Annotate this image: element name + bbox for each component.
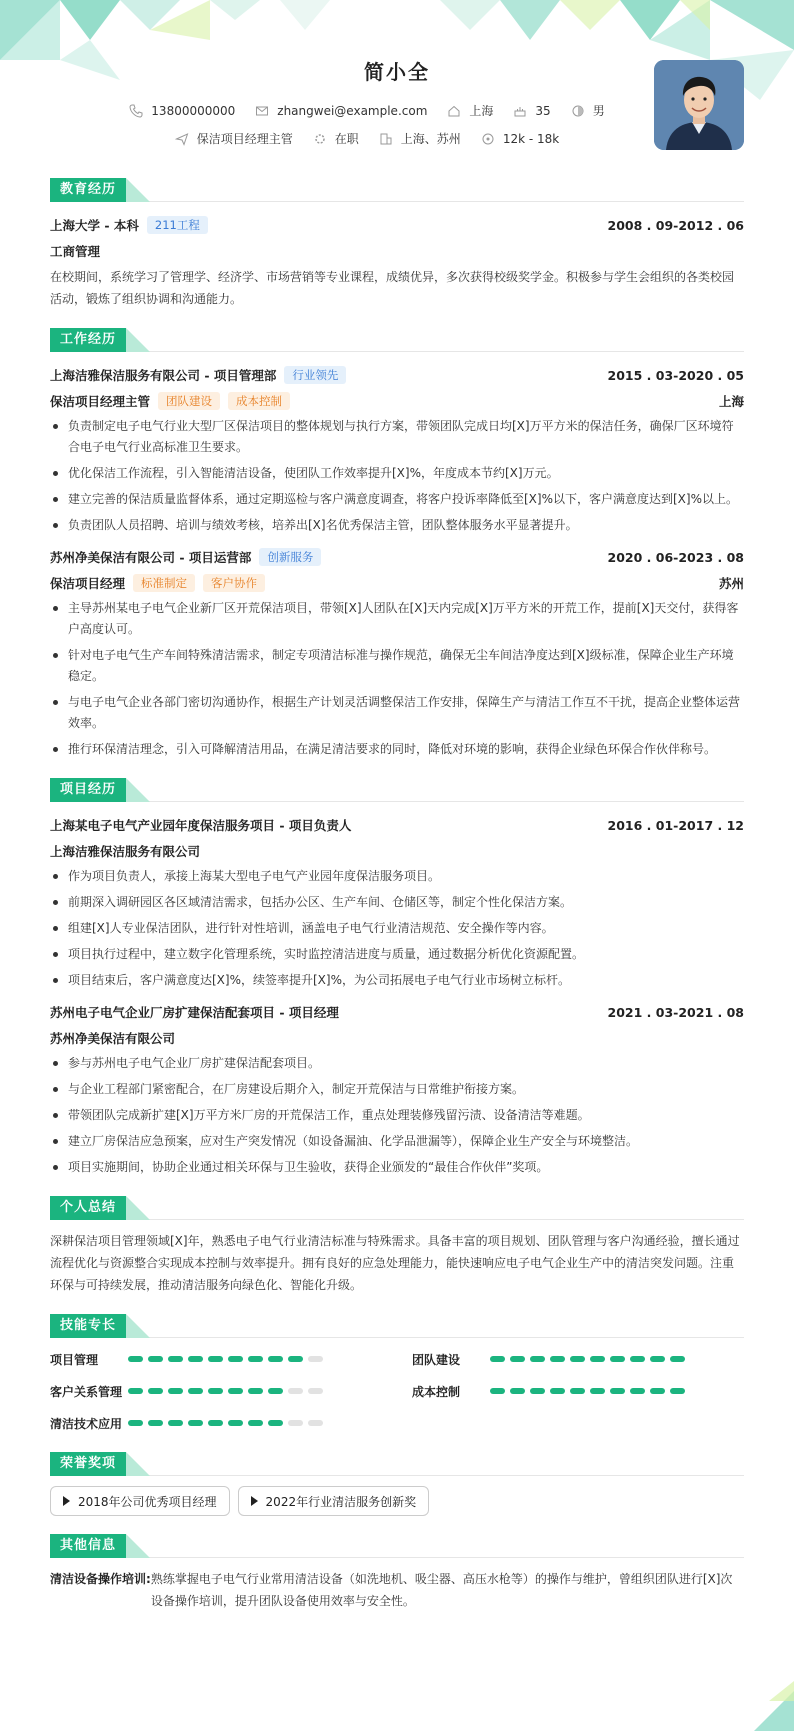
bullet-list bbox=[50, 416, 744, 536]
job-role: 保洁项目经理 bbox=[50, 576, 126, 591]
skill-segment-filled bbox=[188, 1420, 203, 1426]
list-item: 建立完善的保洁质量监督体系，通过定期巡检与客户满意度调查，将客户投诉率降低至[X]%以下，客户满意度达到[X]%以上。 bbox=[50, 489, 744, 510]
work-section bbox=[50, 328, 744, 760]
skill-segment-filled bbox=[490, 1388, 505, 1394]
skill-segment-filled bbox=[228, 1420, 243, 1426]
entry-header bbox=[50, 212, 744, 238]
skill-name: 团队建设 bbox=[412, 1352, 461, 1367]
skill-segment-filled bbox=[148, 1388, 163, 1394]
list-item: 与企业工程部门紧密配合，在厂房建设后期介入，制定开荒保洁与日常维护衔接方案。 bbox=[50, 1079, 744, 1100]
skill-segment-filled bbox=[228, 1356, 243, 1362]
list-item: 带领团队完成新扩建[X]万平方米厂房的开荒保洁工作，重点处理装修残留污渍、设备清洁等难题。 bbox=[50, 1105, 744, 1126]
skill-segment-filled bbox=[168, 1388, 183, 1394]
work-entry bbox=[50, 544, 744, 760]
footer-decoration bbox=[724, 1681, 794, 1731]
skill-segment-filled bbox=[630, 1388, 645, 1394]
skill-segment-filled bbox=[228, 1388, 243, 1394]
email-info bbox=[255, 102, 427, 119]
skill-segment-empty bbox=[308, 1356, 323, 1362]
section-title: 荣誉奖项 bbox=[50, 1452, 126, 1476]
skill-segment-empty bbox=[288, 1420, 303, 1426]
list-item: 参与苏州电子电气企业厂房扩建保洁配套项目。 bbox=[50, 1053, 744, 1074]
education-section bbox=[50, 178, 744, 310]
section-header bbox=[50, 1452, 744, 1476]
award-label: 2018年公司优秀项目经理 bbox=[78, 1494, 217, 1509]
portrait-photo bbox=[654, 60, 744, 150]
bullet-list bbox=[50, 866, 744, 991]
skill-segment-filled bbox=[570, 1388, 585, 1394]
awards-section bbox=[50, 1452, 744, 1516]
gender-icon bbox=[571, 104, 585, 118]
skill-segment-filled bbox=[268, 1420, 283, 1426]
list-item: 项目实施期间，协助企业通过相关环保与卫生验收，获得企业颁发的“最佳合作伙伴”奖项。 bbox=[50, 1157, 744, 1178]
age-info bbox=[513, 102, 550, 119]
skill-segment-filled bbox=[530, 1356, 545, 1362]
skill-segment-filled bbox=[268, 1388, 283, 1394]
play-triangle-icon bbox=[251, 1496, 258, 1506]
skill-segment-filled bbox=[650, 1356, 665, 1362]
role-tag: 团队建设 bbox=[158, 392, 220, 410]
projects-section bbox=[50, 778, 744, 1178]
target-city: 上海、苏州 bbox=[400, 132, 461, 146]
section-title: 个人总结 bbox=[50, 1196, 126, 1220]
list-item: 负责制定电子电气行业大型厂区保洁项目的整体规划与执行方案，带领团队完成日均[X]万平方米的保洁任务，确保厂区环境符合电子电气行业高标准卫生要求。 bbox=[50, 416, 744, 458]
list-item: 项目结束后，客户满意度达[X]%，续签率提升[X]%，为公司拓展电子电气行业市场树立标杆。 bbox=[50, 970, 744, 991]
skill-name: 成本控制 bbox=[412, 1384, 461, 1399]
entry-subheader bbox=[50, 570, 744, 596]
target-position-info bbox=[175, 130, 293, 147]
skill-segment-filled bbox=[188, 1388, 203, 1394]
email-icon bbox=[255, 104, 269, 118]
status-icon bbox=[313, 132, 327, 146]
skill-segment-filled bbox=[490, 1356, 505, 1362]
location-value: 上海 bbox=[469, 104, 494, 118]
skill-level-bar bbox=[128, 1420, 323, 1426]
skill-segment-filled bbox=[570, 1356, 585, 1362]
skill-segment-filled bbox=[590, 1356, 605, 1362]
company-tag: 行业领先 bbox=[284, 366, 346, 384]
status-info bbox=[313, 130, 359, 147]
list-item: 针对电子电气生产车间特殊清洁需求，制定专项清洁标准与操作规范，确保无尘车间洁净度达到[X]级标准，保障企业生产环境稳定。 bbox=[50, 645, 744, 687]
project-title: 上海某电子电气产业园年度保洁服务项目 - 项目负责人 bbox=[50, 818, 352, 833]
entry-city: 上海 bbox=[718, 394, 744, 409]
school-tag: 211工程 bbox=[147, 216, 208, 234]
skill-segment-filled bbox=[650, 1388, 665, 1394]
company-tag: 创新服务 bbox=[259, 548, 321, 566]
email-address: zhangwei@example.com bbox=[277, 103, 428, 118]
role-tag: 客户协作 bbox=[203, 574, 265, 592]
entry-header bbox=[50, 999, 744, 1025]
skill-level-bar bbox=[490, 1388, 685, 1394]
education-description: 在校期间，系统学习了管理学、经济学、市场营销等专业课程，成绩优异，多次获得校级奖学金。积极参与学生会组织的各类校园活动，锻炼了组织协调和沟通能力。 bbox=[50, 270, 735, 306]
skill-segment-filled bbox=[248, 1388, 263, 1394]
send-icon bbox=[175, 132, 189, 146]
section-title: 技能专长 bbox=[50, 1314, 126, 1338]
entry-city: 苏州 bbox=[718, 576, 744, 591]
candidate-name: 简小全 bbox=[364, 60, 430, 84]
skill-segment-filled bbox=[128, 1388, 143, 1394]
contact-row bbox=[50, 102, 684, 119]
target-city-info bbox=[379, 130, 461, 147]
entry-period: 2015 . 03-2020 . 05 bbox=[607, 367, 744, 383]
entry-subheader bbox=[50, 388, 744, 414]
section-title: 项目经历 bbox=[50, 778, 126, 802]
section-header bbox=[50, 328, 744, 352]
award-label: 2022年行业清洁服务创新奖 bbox=[265, 1494, 417, 1509]
skill-segment-filled bbox=[128, 1356, 143, 1362]
skill-item bbox=[50, 1348, 382, 1370]
skill-segment-filled bbox=[610, 1356, 625, 1362]
skill-segment-filled bbox=[248, 1420, 263, 1426]
building-icon bbox=[379, 132, 393, 146]
play-triangle-icon bbox=[63, 1496, 70, 1506]
list-item: 组建[X]人专业保洁团队，进行针对性培训，涵盖电子电气行业清洁规范、安全操作等内容。 bbox=[50, 918, 744, 939]
list-item: 建立厂房保洁应急预案，应对生产突发情况（如设备漏油、化学品泄漏等），保障企业生产安全与环境整洁。 bbox=[50, 1131, 744, 1152]
salary-range: 12k - 18k bbox=[502, 131, 560, 146]
entry-period: 2021 . 03-2021 . 08 bbox=[607, 1004, 744, 1020]
entry-subheader bbox=[50, 238, 744, 264]
skill-segment-filled bbox=[188, 1356, 203, 1362]
skill-segment-filled bbox=[288, 1356, 303, 1362]
skill-segment-filled bbox=[168, 1356, 183, 1362]
skill-level-bar bbox=[490, 1356, 685, 1362]
list-item: 作为项目负责人，承接上海某大型电子电气产业园年度保洁服务项目。 bbox=[50, 866, 744, 887]
list-item: 主导苏州某电子电气企业新厂区开荒保洁项目，带领[X]人团队在[X]天内完成[X]万平方米的开荒工作，提前[X]天交付，获得客户高度认可。 bbox=[50, 598, 744, 640]
skill-level-bar bbox=[128, 1388, 323, 1394]
project-entry bbox=[50, 812, 744, 991]
list-item: 推行环保清洁理念，引入可降解清洁用品，在满足清洁要求的同时，降低对环境的影响，获得企业绿色环保合作伙伴称号。 bbox=[50, 739, 744, 760]
home-icon bbox=[447, 104, 461, 118]
skill-segment-filled bbox=[208, 1420, 223, 1426]
bullet-list bbox=[50, 1053, 744, 1178]
skill-segment-filled bbox=[670, 1388, 685, 1394]
company-name: 上海洁雅保洁服务有限公司 - 项目管理部 bbox=[50, 368, 277, 383]
skill-segment-filled bbox=[630, 1356, 645, 1362]
phone-info bbox=[129, 102, 235, 119]
age-value: 35 bbox=[535, 103, 551, 118]
section-title: 其他信息 bbox=[50, 1534, 126, 1558]
skills-section bbox=[50, 1314, 744, 1434]
section-header bbox=[50, 1314, 744, 1338]
job-role: 保洁项目经理主管 bbox=[50, 394, 151, 409]
skill-segment-filled bbox=[128, 1420, 143, 1426]
skill-segment-filled bbox=[530, 1388, 545, 1394]
skill-segment-filled bbox=[248, 1356, 263, 1362]
skill-segment-filled bbox=[510, 1388, 525, 1394]
coin-icon bbox=[481, 132, 495, 146]
gender-value: 男 bbox=[592, 104, 605, 118]
skill-name: 清洁技术应用 bbox=[50, 1416, 123, 1431]
skill-segment-empty bbox=[308, 1420, 323, 1426]
list-item: 项目执行过程中，建立数字化管理系统，实时监控清洁进度与质量，通过数据分析优化资源配置。 bbox=[50, 944, 744, 965]
location-info bbox=[447, 102, 493, 119]
summary-section bbox=[50, 1196, 744, 1296]
list-item: 前期深入调研园区各区域清洁需求，包括办公区、生产车间、仓储区等，制定个性化保洁方案。 bbox=[50, 892, 744, 913]
skill-name: 项目管理 bbox=[50, 1352, 99, 1367]
education-entry bbox=[50, 212, 744, 310]
skill-segment-filled bbox=[148, 1356, 163, 1362]
award-item bbox=[238, 1486, 430, 1516]
gender-info bbox=[571, 102, 605, 119]
summary-text: 深耕保洁项目管理领域[X]年，熟悉电子电气行业清洁标准与特殊需求。具备丰富的项目规划、团队管理与客户沟通经验，擅长通过流程优化与资源整合实现成本控制与效率提升。拥有良好的应急处理能力，能快速响应电子电气企业生产中的清洁突发问题。注重环保与可持续发展，推动清洁服务向绿色化、智能化升级。 bbox=[50, 1234, 740, 1292]
cake-icon bbox=[513, 104, 527, 118]
work-entry bbox=[50, 362, 744, 536]
entry-period: 2020 . 06-2023 . 08 bbox=[607, 549, 744, 565]
entry-subheader bbox=[50, 1025, 744, 1051]
skill-segment-filled bbox=[550, 1388, 565, 1394]
role-tag: 标准制定 bbox=[133, 574, 195, 592]
phone-icon bbox=[129, 104, 143, 118]
project-org: 苏州净美保洁有限公司 bbox=[50, 1031, 176, 1046]
skill-item bbox=[412, 1380, 744, 1402]
skill-level-bar bbox=[128, 1356, 323, 1362]
target-position: 保洁项目经理主管 bbox=[196, 132, 293, 146]
other-info-label: 清洁设备操作培训: bbox=[50, 1572, 151, 1586]
skill-segment-filled bbox=[148, 1420, 163, 1426]
skill-segment-filled bbox=[590, 1388, 605, 1394]
project-org: 上海洁雅保洁服务有限公司 bbox=[50, 844, 201, 859]
section-header bbox=[50, 778, 744, 802]
project-title: 苏州电子电气企业厂房扩建保洁配套项目 - 项目经理 bbox=[50, 1005, 339, 1020]
section-header bbox=[50, 178, 744, 202]
list-item: 负责团队人员招聘、培训与绩效考核，培养出[X]名优秀保洁主管，团队整体服务水平显著提升。 bbox=[50, 515, 744, 536]
bullet-list bbox=[50, 598, 744, 760]
other-section bbox=[50, 1534, 744, 1612]
skill-segment-filled bbox=[610, 1388, 625, 1394]
entry-period: 2016 . 01-2017 . 12 bbox=[607, 817, 744, 833]
award-item bbox=[50, 1486, 230, 1516]
entry-period: 2008 . 09-2012 . 06 bbox=[607, 217, 744, 233]
skill-item bbox=[50, 1380, 382, 1402]
section-header bbox=[50, 1196, 744, 1220]
skill-segment-filled bbox=[550, 1356, 565, 1362]
major: 工商管理 bbox=[50, 244, 101, 259]
section-header bbox=[50, 1534, 744, 1558]
skill-item bbox=[412, 1348, 744, 1370]
skills-grid bbox=[50, 1348, 744, 1434]
skill-segment-filled bbox=[208, 1388, 223, 1394]
project-entry bbox=[50, 999, 744, 1178]
resume-header bbox=[50, 0, 744, 160]
skill-name: 客户关系管理 bbox=[50, 1384, 123, 1399]
entry-subheader bbox=[50, 838, 744, 864]
other-info-text: 熟练掌握电子电气行业常用清洁设备（如洗地机、吸尘器、高压水枪等）的操作与维护，曾组织团队进行[X]次设备操作培训，提升团队设备使用效率与安全性。 bbox=[150, 1572, 733, 1608]
entry-header bbox=[50, 544, 744, 570]
skill-segment-empty bbox=[308, 1388, 323, 1394]
avatar bbox=[654, 60, 744, 150]
skill-segment-filled bbox=[670, 1356, 685, 1362]
skill-segment-filled bbox=[208, 1356, 223, 1362]
company-name: 苏州净美保洁有限公司 - 项目运营部 bbox=[50, 550, 252, 565]
skill-segment-filled bbox=[168, 1420, 183, 1426]
section-title: 工作经历 bbox=[50, 328, 126, 352]
phone-number: 13800000000 bbox=[151, 103, 236, 118]
entry-header bbox=[50, 812, 744, 838]
list-item: 与电子电气企业各部门密切沟通协作，根据生产计划灵活调整保洁工作安排，保障生产与清洁工作互不干扰，提高企业整体运营效率。 bbox=[50, 692, 744, 734]
skill-segment-filled bbox=[510, 1356, 525, 1362]
salary-info bbox=[481, 130, 559, 147]
awards-list bbox=[50, 1486, 744, 1516]
role-tag: 成本控制 bbox=[228, 392, 290, 410]
section-title: 教育经历 bbox=[50, 178, 126, 202]
list-item: 优化保洁工作流程，引入智能清洁设备，使团队工作效率提升[X]%，年度成本节约[X]万元。 bbox=[50, 463, 744, 484]
skill-segment-empty bbox=[288, 1388, 303, 1394]
status-value: 在职 bbox=[334, 132, 359, 146]
entry-header bbox=[50, 362, 744, 388]
skill-item bbox=[50, 1412, 382, 1434]
job-intent-row bbox=[50, 130, 684, 147]
other-info-item bbox=[50, 1568, 744, 1612]
skill-segment-filled bbox=[268, 1356, 283, 1362]
school-name: 上海大学 - 本科 bbox=[50, 218, 139, 233]
